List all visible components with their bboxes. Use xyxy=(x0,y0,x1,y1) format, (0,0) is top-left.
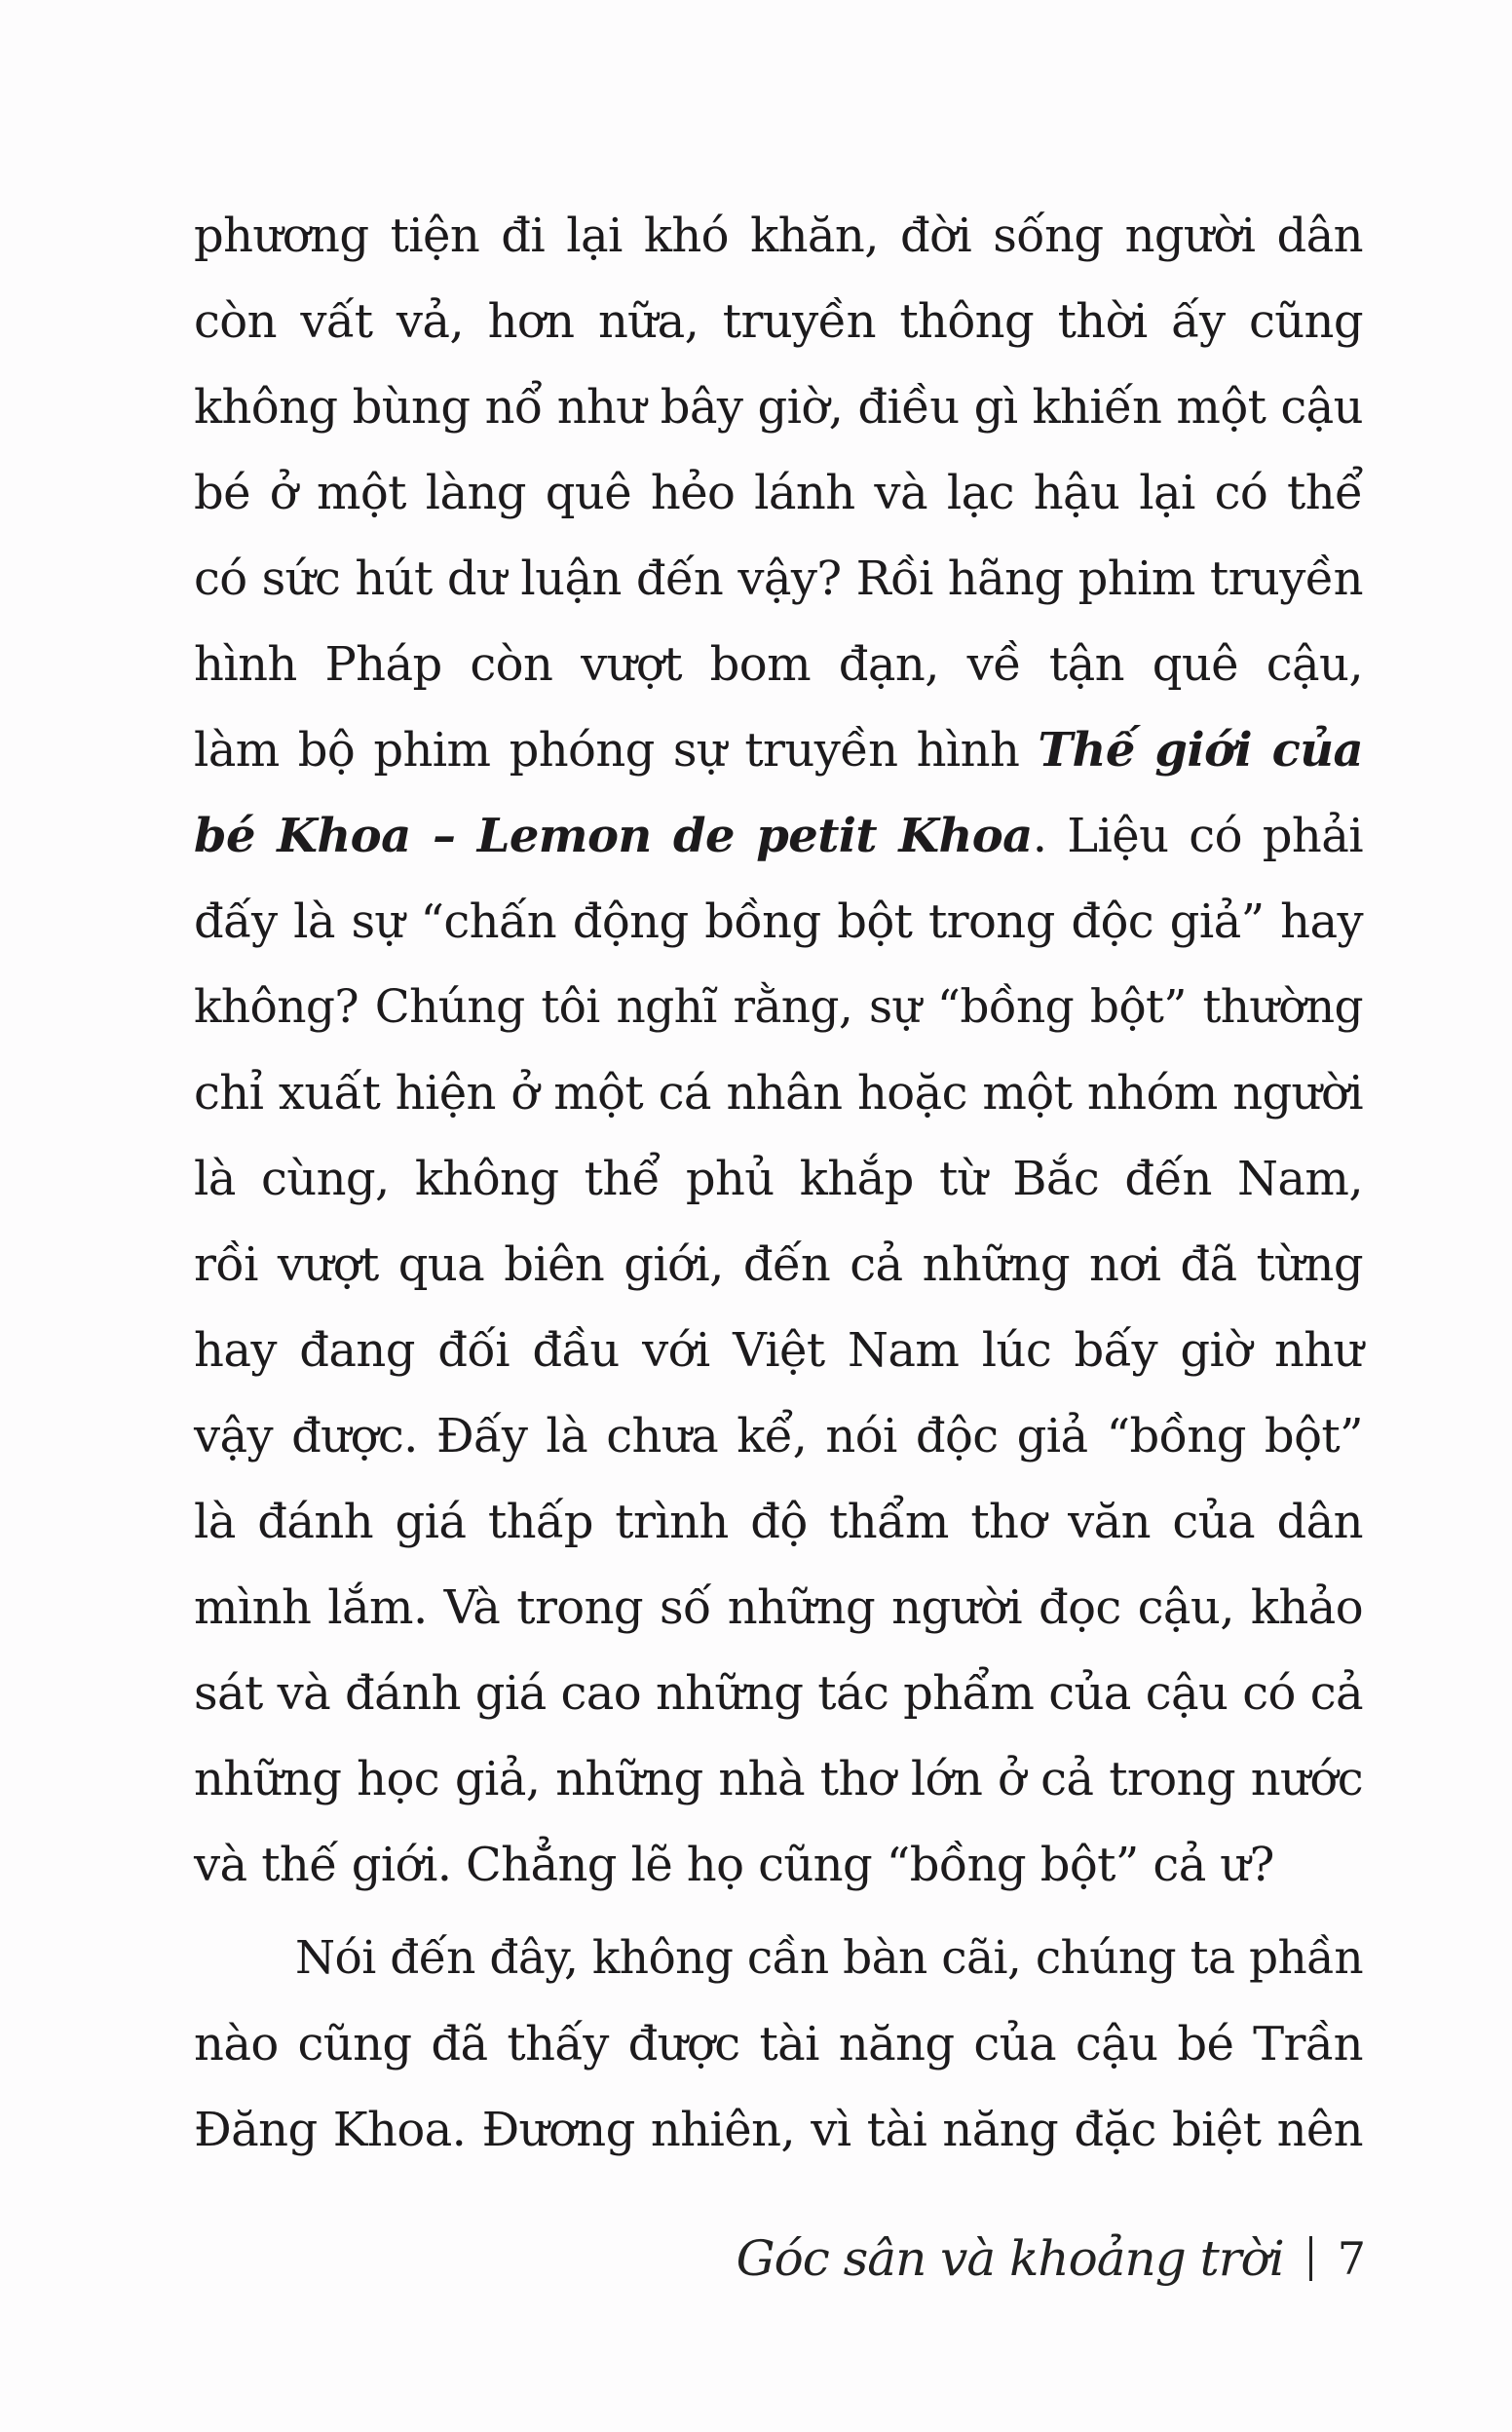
text-line: không bùng nổ như bây giờ, điều gì khiến một cậu xyxy=(194,380,1363,435)
text-line: những học giả, những nhà thơ lớn ở cả trong nước xyxy=(194,1752,1363,1806)
text-line: rồi vượt qua biên giới, đến cả những nơi đã từng xyxy=(194,1237,1363,1292)
text-line: là cùng, không thể phủ khắp từ Bắc đến Nam, xyxy=(194,1152,1363,1206)
text-line: Đăng Khoa. Đương nhiên, vì tài năng đặc biệt nên xyxy=(194,2103,1363,2157)
text-line: còn vất vả, hơn nữa, truyền thông thời ấy cũng xyxy=(194,294,1363,349)
film-title-part1: Thế giới của xyxy=(1038,723,1364,778)
text-line: vậy được. Đấy là chưa kể, nói độc giả “bồng bột” xyxy=(194,1409,1363,1463)
text-line: có sức hút dư luận đến vậy? Rồi hãng phim truyền xyxy=(194,551,1363,606)
text-line: nào cũng đã thấy được tài năng của cậu bé Trần xyxy=(194,2017,1363,2071)
running-footer xyxy=(737,2220,1366,2298)
text-line: là đánh giá thấp trình độ thẩm thơ văn của dân xyxy=(194,1495,1363,1549)
text-line: đấy là sự “chấn động bồng bột trong độc giả” hay xyxy=(194,894,1363,949)
text-line xyxy=(194,793,1363,879)
text-run: . Liệu có phải xyxy=(1032,809,1363,863)
text-line: bé ở một làng quê hẻo lánh và lạc hậu lại có thể xyxy=(194,466,1363,520)
book-title: Góc sân và khoảng trời xyxy=(736,2230,1284,2287)
text-line: hay đang đối đầu với Việt Nam lúc bấy giờ như xyxy=(194,1323,1363,1378)
text-line: sát và đánh giá cao những tác phẩm của cậu có cả xyxy=(194,1666,1363,1721)
text-line: không? Chúng tôi nghĩ rằng, sự “bồng bột” thường xyxy=(194,980,1363,1034)
text-line-paragraph-end: và thế giới. Chẳng lẽ họ cũng “bồng bột” cả ư? xyxy=(194,1838,1274,1892)
text-line: hình Pháp còn vượt bom đạn, về tận quê cậu, xyxy=(194,637,1363,692)
text-line-paragraph-start: Nói đến đây, không cần bàn cãi, chúng ta phần xyxy=(295,1931,1363,1985)
text-line: phương tiện đi lại khó khăn, đời sống người dân xyxy=(194,209,1363,263)
text-run: làm bộ phim phóng sự truyền hình xyxy=(194,723,1039,778)
footer-divider xyxy=(1309,2236,1312,2281)
text-line xyxy=(194,707,1363,793)
text-line: chỉ xuất hiện ở một cá nhân hoặc một nhóm người xyxy=(194,1066,1363,1121)
page-number: 7 xyxy=(1337,2232,1366,2285)
film-title-part2: bé Khoa – Lemon de petit Khoa xyxy=(194,809,1033,863)
text-line: mình lắm. Và trong số những người đọc cậu, khảo xyxy=(194,1580,1363,1635)
